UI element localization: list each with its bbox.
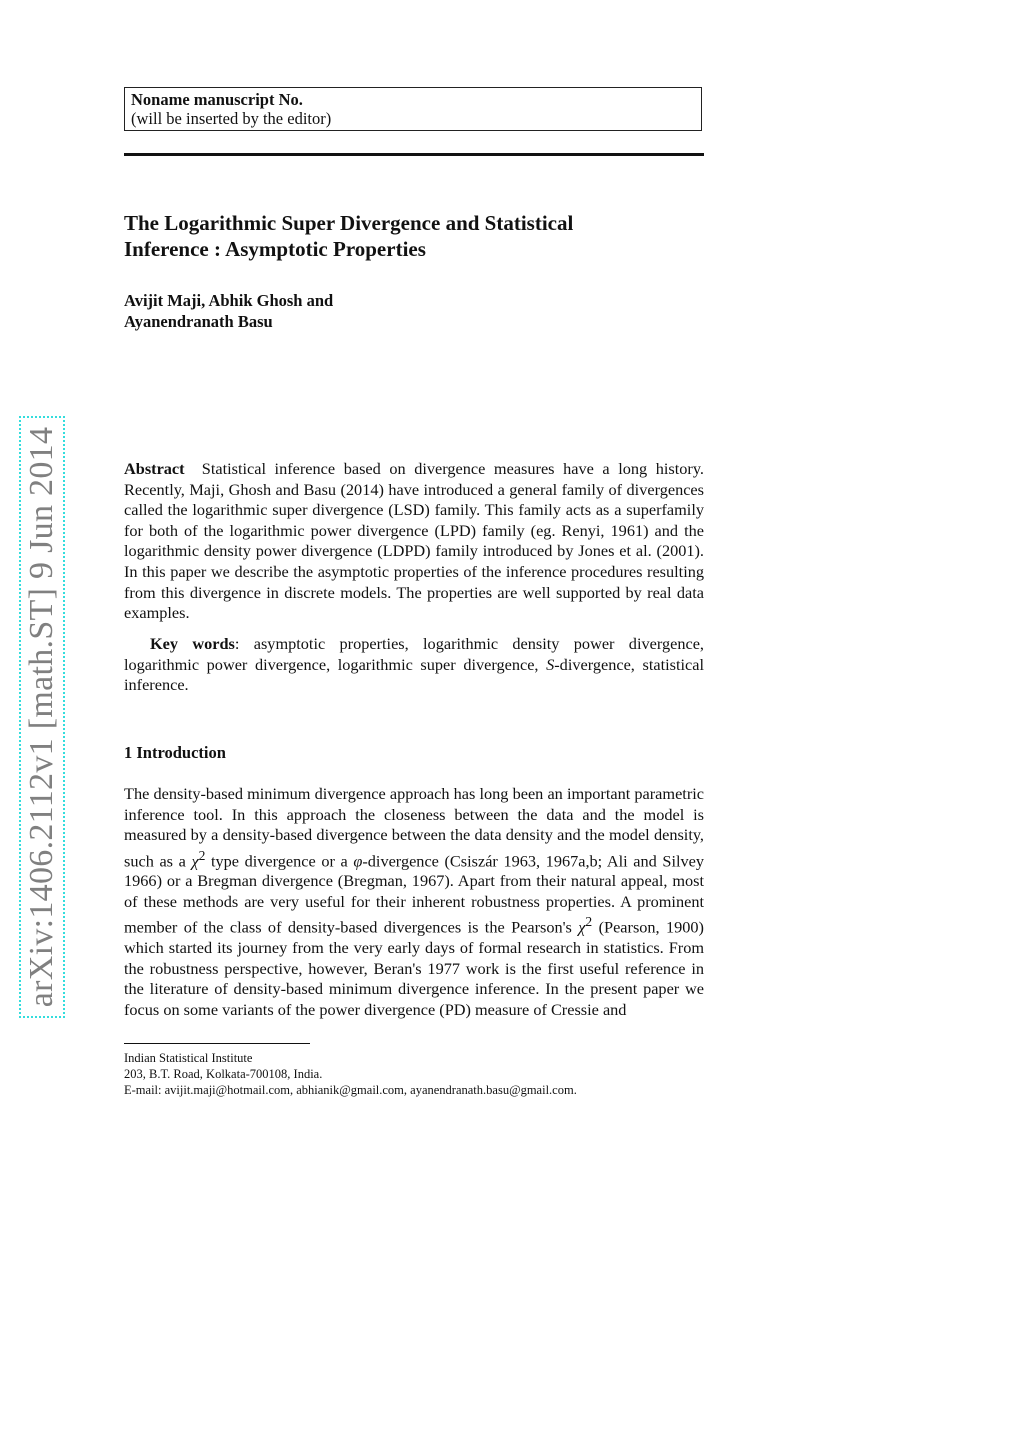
keywords-label: Key words: [150, 634, 235, 653]
title-line-1: The Logarithmic Super Divergence and Statistical: [124, 211, 574, 235]
abstract-paragraph: [124, 459, 704, 624]
superscript-two-pearson: 2: [585, 914, 593, 930]
manuscript-header-box: [124, 87, 702, 131]
intro-text-3: -divergence (Csiszár 1963, 1967a,b; Ali and Silvey 1966) or a Bregman divergence (Bregman, 1967). Apart from their natural appeal, most of these methods are very useful for their inherent robustness properties. A prominent member of the class of density-based divergences is the Pearson's: [124, 850, 705, 937]
arxiv-identifier: arXiv:1406.2112v1 [math.ST] 9 Jun 2014: [23, 426, 60, 1008]
authors-line-1: Avijit Maji, Abhik Ghosh and: [124, 291, 334, 310]
keywords-text-2: -divergence, statistical inference.: [124, 654, 704, 695]
manuscript-number-label: Noname manuscript No.: [131, 90, 303, 109]
affiliation-emails: E-mail: avijit.maji@hotmail.com, abhianik@gmail.com, ayanendranath.basu@gmail.com.: [124, 1083, 577, 1097]
chi-symbol: χ: [191, 850, 199, 870]
editor-note: (will be inserted by the editor): [131, 109, 332, 128]
affiliation-footnote: [124, 1050, 724, 1098]
title-line-2: Inference : Asymptotic Properties: [124, 237, 426, 261]
footnote-rule: [124, 1043, 310, 1044]
arxiv-stamp: [19, 416, 65, 1018]
superscript-two: 2: [198, 847, 206, 863]
intro-text-4: (Pearson, 1900) which started its journey from the very early days of formal research in statistics. From the robustness perspective, however, Beran's 1977 work is the first useful reference in the literature of density-based minimum divergence inference. In the present paper we focus on some variants of the power divergence (PD) measure of Cressie and: [124, 917, 704, 1019]
abstract-text: Statistical inference based on divergence measures have a long history. Recently, Maji, Ghosh and Basu (2014) have introduced a general family of divergences called the logarithmic super divergence (LSD) family. This family acts as a superfamily for both of the logarithmic power divergence (LPD) family (eg. Renyi, 1961) and the logarithmic density power divergence (LDPD) family introduced by Jones et al. (2001). In this paper we describe the asymptotic properties of the inference procedures resulting from this divergence in discrete models. The properties are well supported by real data examples.: [124, 459, 704, 623]
phi-symbol: φ: [353, 850, 363, 870]
keywords-paragraph: [124, 634, 704, 696]
keywords-text-1: : asymptotic properties, logarithmic density power divergence, logarithmic power divergence, logarithmic super divergence,: [124, 634, 704, 674]
author-list: [124, 290, 704, 332]
authors-line-2: Ayanendranath Basu: [124, 312, 273, 331]
keywords-italic-s: S: [546, 654, 555, 674]
section-heading-introduction: 1 Introduction: [124, 743, 226, 762]
intro-text-2: type divergence or a: [205, 850, 354, 870]
abstract-label: Abstract: [124, 459, 185, 478]
affiliation-institute: Indian Statistical Institute: [124, 1051, 253, 1065]
header-rule: [124, 153, 704, 156]
chi-symbol-pearson: χ: [578, 917, 586, 937]
introduction-paragraph: [124, 784, 704, 1020]
affiliation-address: 203, B.T. Road, Kolkata-700108, India.: [124, 1067, 323, 1081]
intro-text-1: The density-based minimum divergence approach has long been an important parametric inference tool. In this approach the closeness between the data and the model is measured by a density-based divergence between the data density and the model density, such as a: [124, 784, 704, 870]
paper-title: [124, 210, 704, 262]
